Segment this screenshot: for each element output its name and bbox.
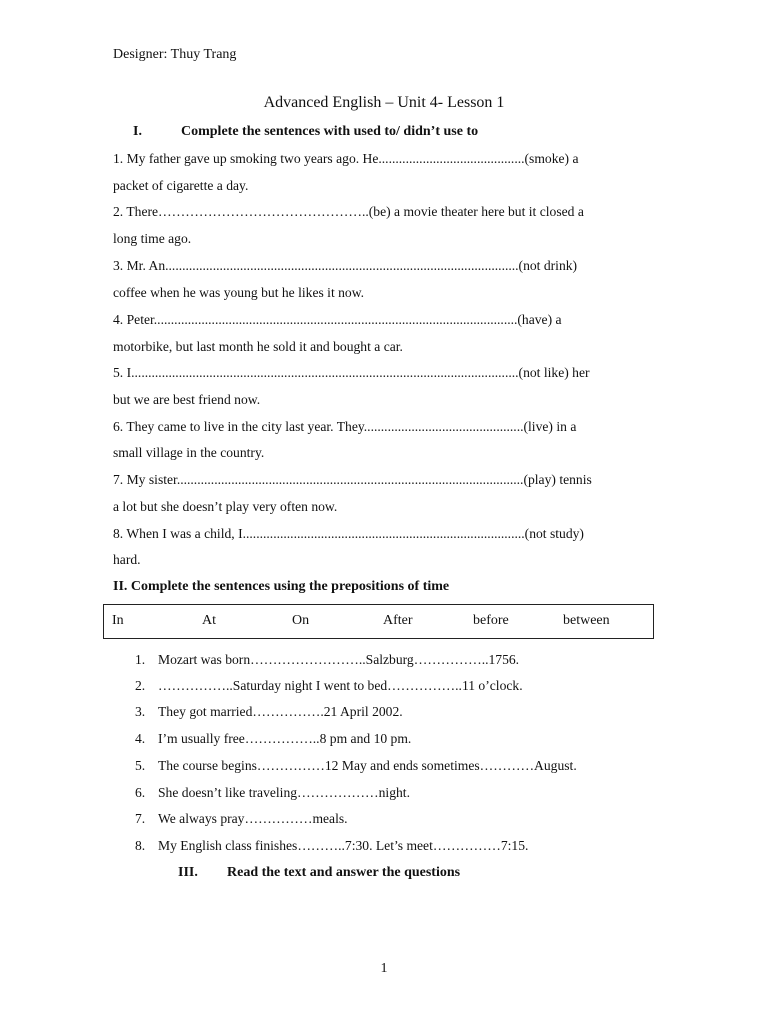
page-title: Advanced English – Unit 4- Lesson 1	[263, 94, 505, 111]
item-sentence: They got married…………….21 April 2002.	[158, 704, 403, 719]
word-bank-item: On	[292, 613, 310, 628]
item-sentence: She doesn’t like traveling………………night.	[158, 785, 410, 800]
item-number: 1.	[135, 652, 146, 667]
word-bank-item: After	[383, 613, 413, 628]
section-1-number: I.	[133, 124, 142, 139]
section-1-heading	[133, 124, 479, 140]
exercise-line: packet of cigarette a day.	[113, 178, 249, 193]
exercise-line: 5. I..................................................................................................................(not like) her	[113, 365, 590, 380]
exercise-line: a lot but she doesn’t play very often now.	[113, 499, 338, 514]
item-number: 6.	[135, 785, 146, 800]
word-bank-item: In	[112, 613, 124, 628]
exercise-line: motorbike, but last month he sold it and bought a car.	[113, 339, 403, 354]
word-bank-item: At	[202, 613, 216, 628]
item-number: 3.	[135, 704, 146, 719]
designer-credit: Designer: Thuy Trang	[113, 47, 237, 62]
word-bank-item: before	[473, 613, 509, 628]
exercise-line: long time ago.	[113, 231, 192, 246]
section-3-instruction: Read the text and answer the questions	[227, 865, 461, 880]
item-sentence: My English class finishes………..7:30. Let’s meet……………7:15.	[158, 838, 529, 853]
exercise-line: hard.	[113, 552, 141, 567]
exercise-line: 3. Mr. An........................................................................................................(not drink)	[113, 258, 578, 273]
page-number: 1	[380, 961, 388, 976]
exercise-line: 7. My sister......................................................................................................(play) tennis	[113, 472, 592, 487]
item-number: 4.	[135, 731, 146, 746]
section-3-heading	[178, 865, 461, 881]
exercise-line: 2. There………………………………………..(be) a movie theater here but it closed a	[113, 204, 584, 219]
exercise-line: small village in the country.	[113, 445, 265, 460]
exercise-line: 1. My father gave up smoking two years ago. He...........................................(smoke) a	[113, 151, 579, 166]
item-sentence: The course begins……………12 May and ends sometimes…………August.	[158, 758, 577, 773]
exercise-line: 4. Peter...........................................................................................................(have) a	[113, 312, 562, 327]
section-1-instruction: Complete the sentences with used to/ didn’t use to	[181, 124, 479, 139]
item-sentence: ……………..Saturday night I went to bed……………..11 o’clock.	[158, 678, 523, 693]
exercise-line: 8. When I was a child, I...................................................................................(not study)	[113, 526, 584, 541]
item-sentence: Mozart was born……………………..Salzburg……………..1756.	[158, 652, 520, 667]
exercise-line: coffee when he was young but he likes it now.	[113, 285, 365, 300]
word-bank-box	[103, 604, 654, 639]
item-number: 7.	[135, 811, 146, 826]
section-2-heading: II. Complete the sentences using the prepositions of time	[113, 579, 450, 594]
exercise-line: 6. They came to live in the city last year. They...............................................(live) in a	[113, 419, 577, 434]
item-number: 5.	[135, 758, 146, 773]
exercise-line: but we are best friend now.	[113, 392, 261, 407]
item-sentence: I’m usually free……………..8 pm and 10 pm.	[158, 731, 412, 746]
item-number: 8.	[135, 838, 146, 853]
section-3-number: III.	[178, 865, 198, 880]
item-sentence: We always pray……………meals.	[158, 811, 348, 826]
word-bank-item: between	[563, 613, 610, 628]
item-number: 2.	[135, 678, 146, 693]
